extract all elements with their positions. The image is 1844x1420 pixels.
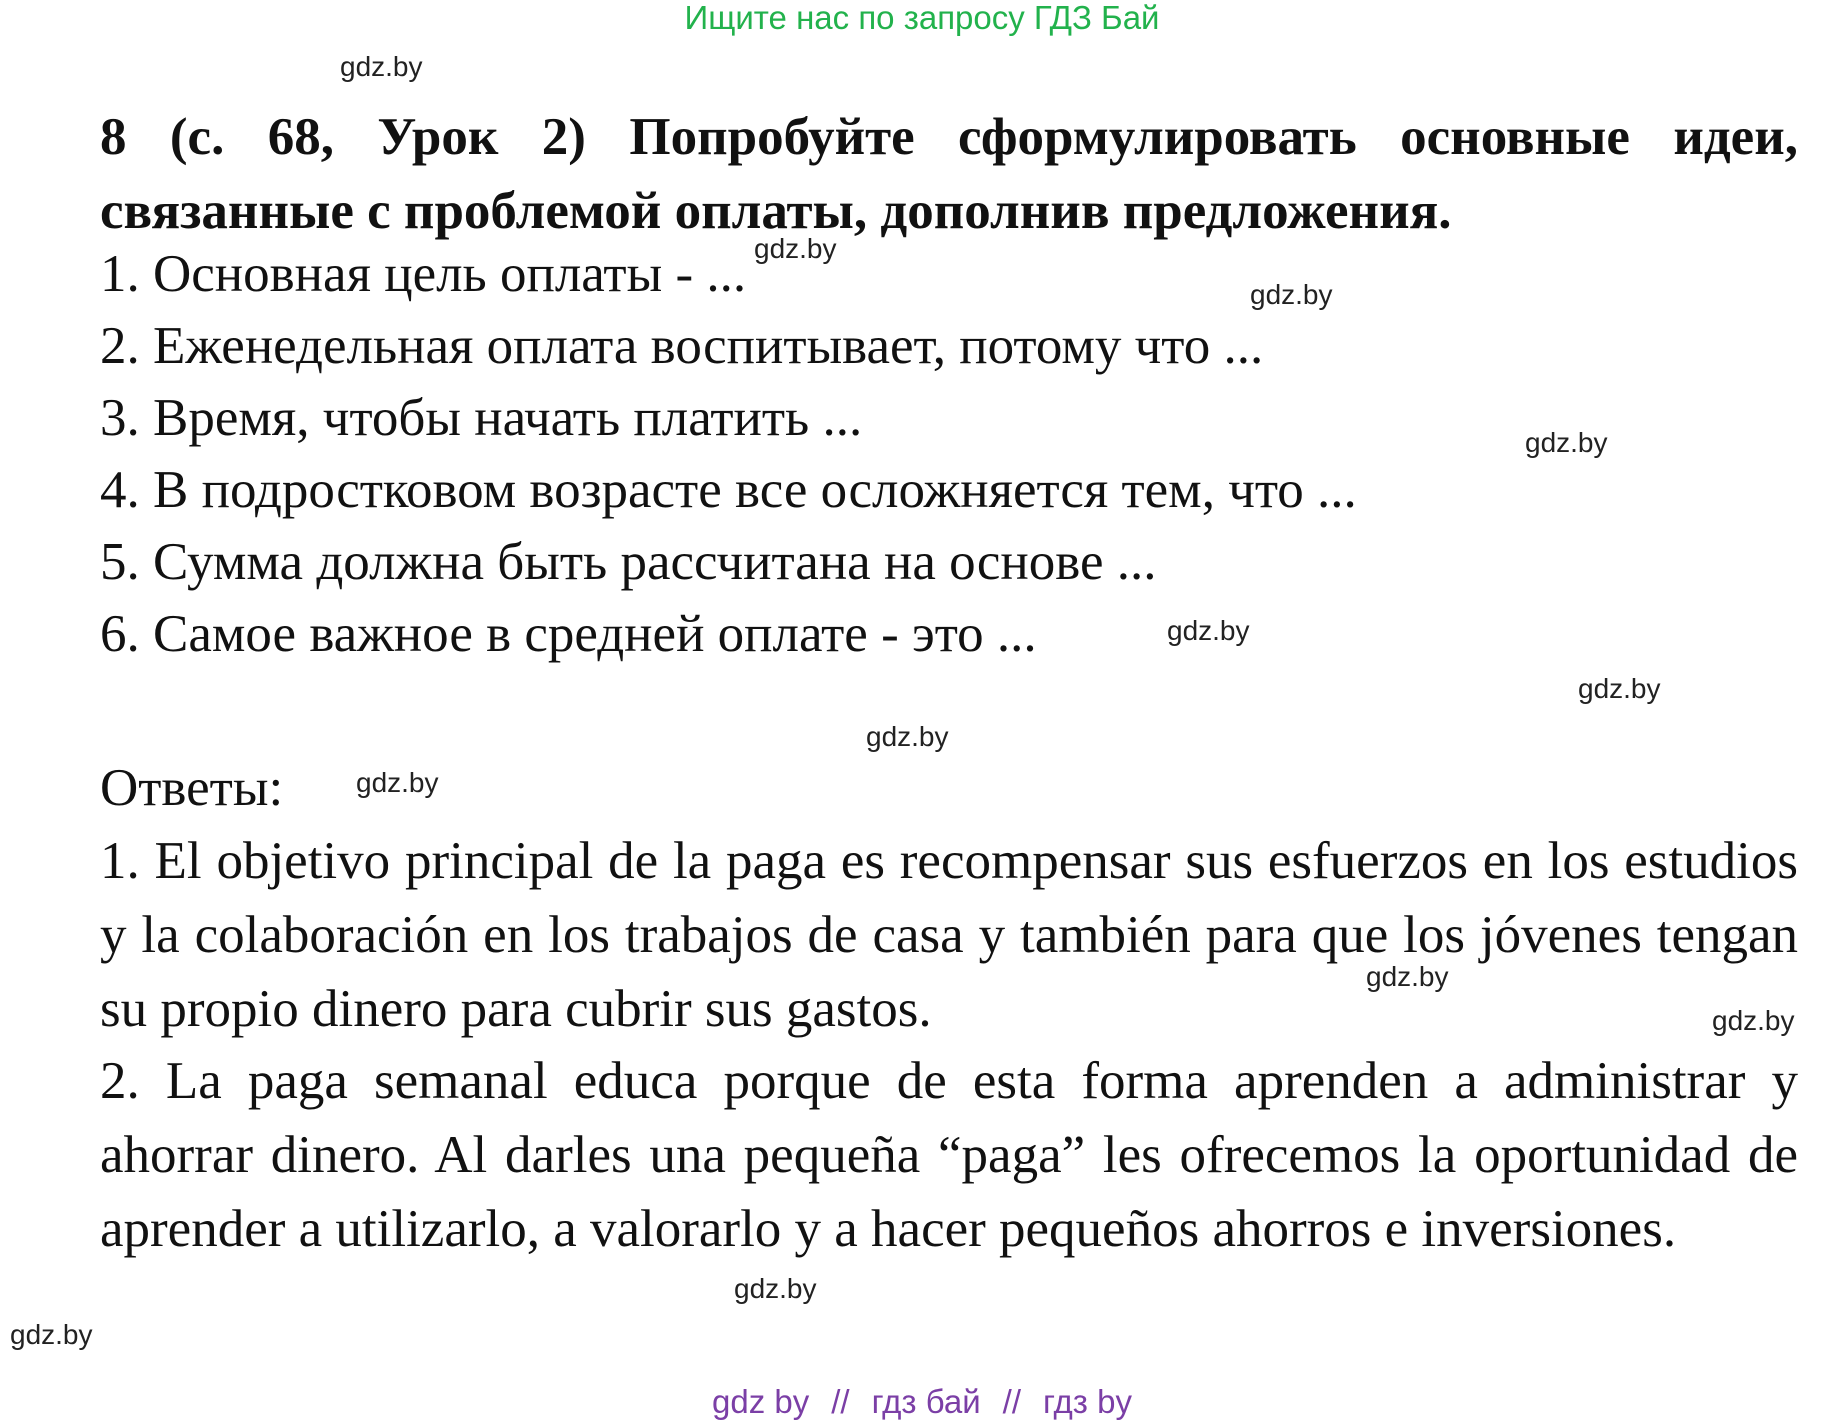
watermark: gdz.by [1578,673,1661,704]
watermark: gdz.by [340,51,423,82]
question-item: 3. Время, чтобы начать платить ... [100,389,863,447]
question-item: 1. Основная цель оплаты - ... [100,245,747,303]
search-hint-banner: Ищите нас по запросу ГДЗ Бай [684,0,1160,36]
watermark: gdz.by [10,1319,93,1350]
question-item: 2. Еженедельная оплата воспитывает, потому что ... [100,317,1264,375]
footer-separator: // [831,1383,850,1420]
answer-item: 1. El objetivo principal de la paga es recompensar sus esfuerzos en los estudios y la colaboración en los trabajos de casa y también para que los jóvenes tengan su propio dinero para cubrir sus gastos. [100,832,1798,1038]
footer-separator: // [1002,1383,1021,1420]
watermark: gdz.by [1366,961,1449,992]
watermark: gdz.by [866,721,949,752]
watermark: gdz.by [1167,615,1250,646]
watermark: gdz.by [1525,427,1608,458]
watermark: gdz.by [1250,279,1333,310]
question-item: 6. Самое важное в средней оплате - это ... [100,605,1037,663]
question-item: 4. В подростковом возрасте все осложняется тем, что ... [100,461,1357,519]
answers-heading: Ответы: [100,759,284,817]
watermark: gdz.by [356,767,439,798]
footer-link-gdz-by-cyr[interactable]: гдз by [1043,1383,1132,1420]
watermark: gdz.by [1712,1005,1795,1036]
question-item: 5. Сумма должна быть рассчитана на основе ... [100,533,1157,591]
footer-link-gdz-bai[interactable]: гдз бай [871,1383,981,1420]
answer-item: 2. La paga semanal educa porque de esta forma aprenden a administrar y ahorrar dinero. Al darles una pequeña “paga” les ofrecemos la oportunidad de aprender a utilizarlo, a valorarlo y a hacer pequeños ahorros e inversiones. [100,1052,1798,1258]
watermark: gdz.by [754,233,837,264]
watermark: gdz.by [734,1273,817,1304]
task-title: 8 (с. 68, Урок 2) Попробуйте сформулировать основные идеи, связанные с проблемой оплаты, дополнив предложения. [100,108,1798,240]
footer-link-gdz-by[interactable]: gdz by [712,1383,810,1420]
